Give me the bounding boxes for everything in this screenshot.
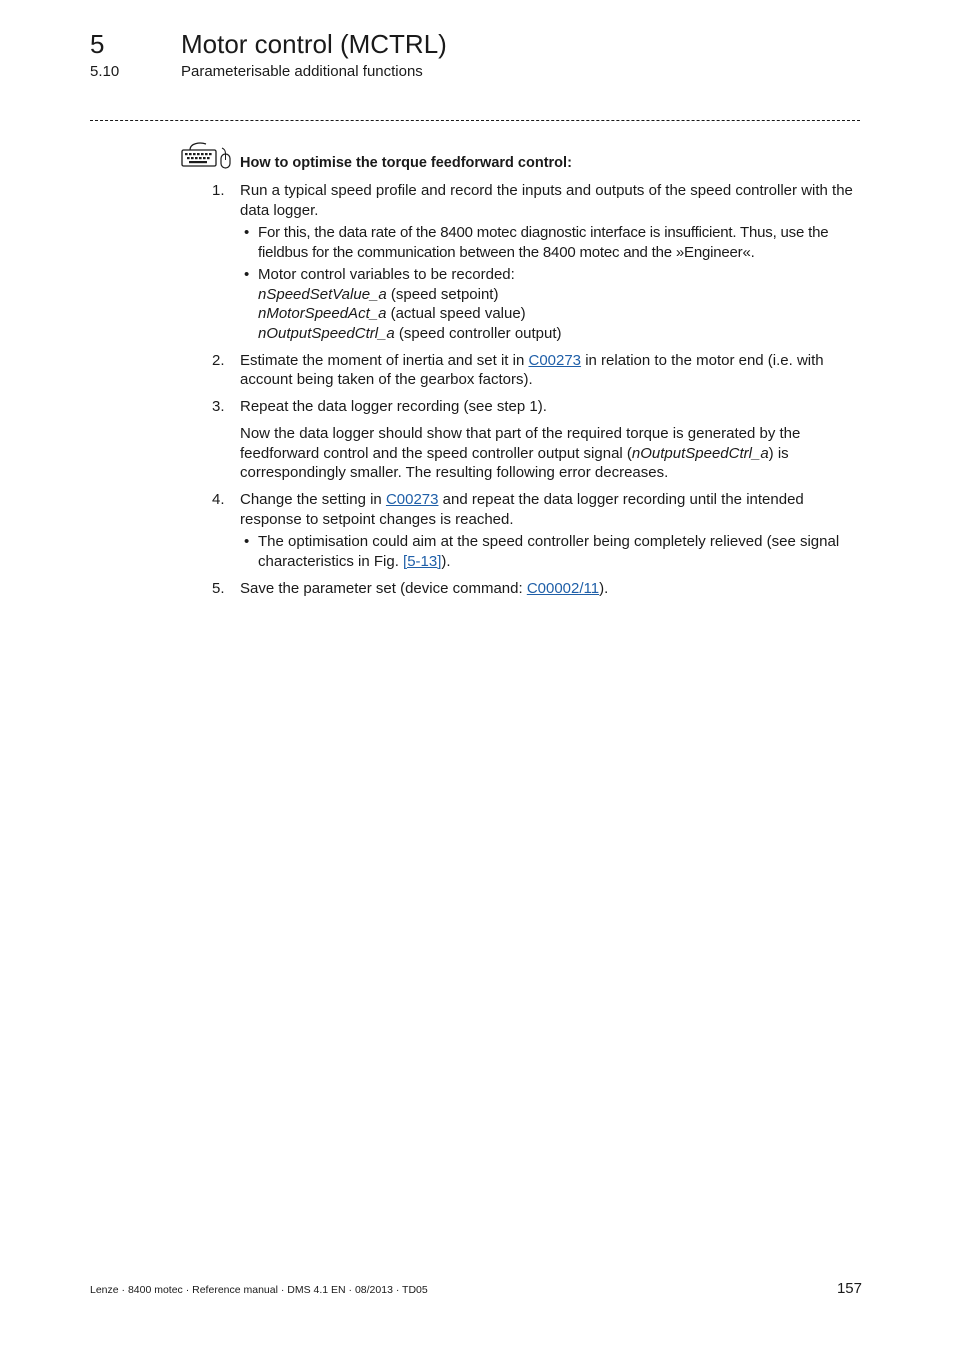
variable-name: nSpeedSetValue_a (258, 285, 387, 303)
bullet-dot: • (244, 224, 250, 241)
variable-desc: (speed setpoint) (386, 285, 499, 303)
howto-heading: How to optimise the torque feedforward control: (240, 155, 572, 171)
bullet-list (240, 223, 864, 343)
step-text (240, 579, 864, 599)
parameter-link-c00273[interactable]: C00273 (385, 491, 439, 508)
text-segment: ). (599, 579, 609, 597)
footer-doc-info: Lenze · 8400 motec · Reference manual · DMS 4.1 EN · 08/2013 · TD05 (90, 1284, 428, 1296)
figure-link-5-13[interactable]: [5-13] (403, 552, 442, 570)
steps-list (212, 181, 864, 606)
variable-desc: (speed controller output) (394, 324, 562, 342)
step-5 (212, 579, 864, 599)
bullet-text: Motor control variables to be recorded: (258, 266, 515, 283)
bullet-text: For this, the data rate of the 8400 motec diagnostic interface is insufficient. Thus, use the fieldbus for the communication between the 8400 motec and the »Engineer«. (258, 224, 829, 261)
parameter-link-c00273[interactable]: C00273 (528, 351, 582, 369)
step-text (240, 351, 864, 390)
variable-name: nOutputSpeedCtrl_a (258, 324, 395, 342)
keyboard-mouse-icon (180, 141, 234, 171)
variable-desc: (actual speed value) (386, 305, 526, 322)
section-number: 5.10 (90, 63, 120, 80)
header-divider (90, 120, 860, 121)
text-segment: ) is correspondingly smaller. The resulting following error decreases. (240, 444, 789, 481)
variable-line (258, 304, 864, 324)
step-2 (212, 351, 864, 390)
step-4 (212, 490, 864, 571)
bullet-dot: • (244, 533, 250, 550)
text-segment: and repeat the data logger recording until the intended response to setpoint changes is reached. (240, 491, 804, 528)
text-segment: Change the setting in (240, 491, 386, 508)
bullet-item (240, 265, 864, 343)
step-number: 1. (212, 182, 225, 199)
chapter-number: 5 (90, 29, 105, 59)
step-number: 2. (212, 351, 225, 369)
variable-line (258, 285, 864, 305)
bullet-list (240, 532, 864, 571)
section-title: Parameterisable additional functions (181, 63, 423, 80)
text-segment: The optimisation could aim at the speed controller being completely relieved (see signal characteristics in Fig. (258, 533, 840, 570)
step-text: Run a typical speed profile and record the inputs and outputs of the speed controller with the data logger. (240, 182, 853, 219)
variable-name: nOutputSpeedCtrl_a (631, 444, 769, 462)
text-segment: Now the data logger should show that part of the required torque is generated by the feedforward control and the speed controller output signal ( (240, 425, 801, 462)
text-segment: Save the parameter set (device command: (240, 579, 527, 597)
step-1 (212, 181, 864, 343)
step-number: 4. (212, 491, 225, 508)
variable-name: nMotorSpeedAct_a (258, 305, 387, 322)
step-3 (212, 397, 864, 483)
bullet-item (240, 532, 864, 571)
text-segment: Estimate the moment of inertia and set it in (240, 351, 529, 369)
step-number: 5. (212, 579, 225, 597)
parameter-link-c00002-11[interactable]: C00002/11 (526, 579, 600, 597)
step-text: Repeat the data logger recording (see step 1). (240, 398, 547, 415)
step-text (240, 490, 864, 529)
bullet-item (240, 223, 864, 262)
chapter-title: Motor control (MCTRL) (181, 29, 447, 59)
page-number: 157 (836, 1280, 862, 1297)
bullet-dot: • (244, 266, 250, 283)
variable-line (258, 324, 864, 344)
step-paragraph (240, 424, 864, 483)
text-segment: ). (441, 552, 451, 570)
step-number: 3. (212, 398, 225, 415)
text-segment: in relation to the motor end (i.e. with account being taken of the gearbox factors). (240, 351, 824, 388)
